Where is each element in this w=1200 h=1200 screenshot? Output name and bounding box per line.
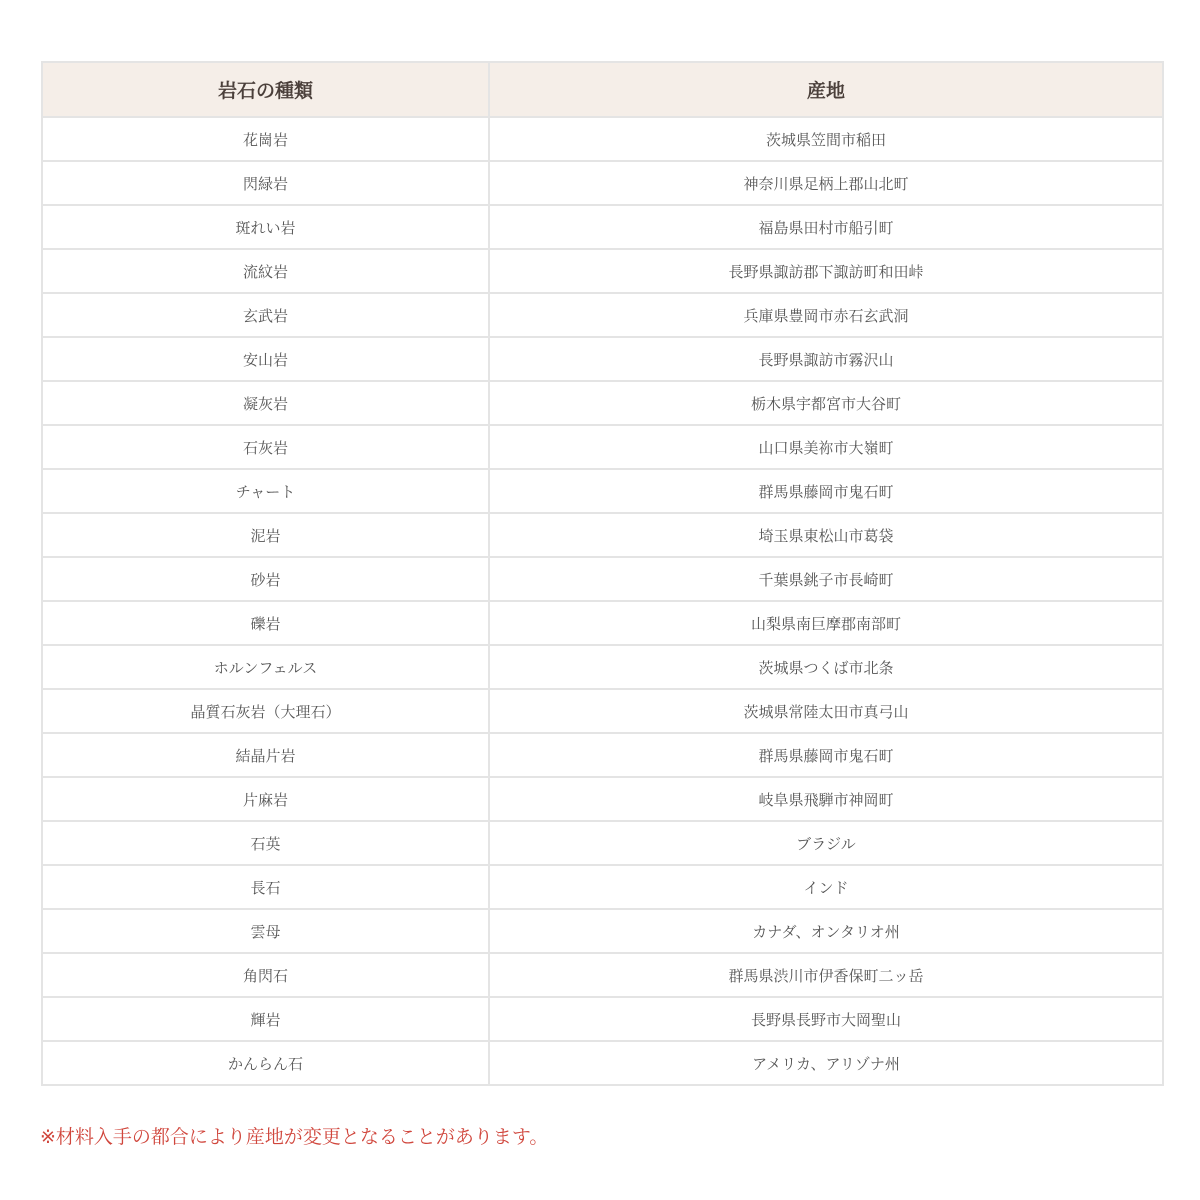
origin-cell: 兵庫県豊岡市赤石玄武洞 xyxy=(489,293,1163,337)
header-rock-type: 岩石の種類 xyxy=(42,62,489,117)
table-row xyxy=(42,645,1163,689)
origin-cell: 千葉県銚子市長崎町 xyxy=(489,557,1163,601)
rock-type-cell: 玄武岩 xyxy=(42,293,489,337)
table-row xyxy=(42,953,1163,997)
rock-type-cell: 石英 xyxy=(42,821,489,865)
rock-type-cell: チャート xyxy=(42,469,489,513)
origin-cell: 群馬県藤岡市鬼石町 xyxy=(489,733,1163,777)
table-row xyxy=(42,425,1163,469)
rock-type-cell: 流紋岩 xyxy=(42,249,489,293)
table-row xyxy=(42,205,1163,249)
origin-cell: 栃木県宇都宮市大谷町 xyxy=(489,381,1163,425)
origin-cell: カナダ、オンタリオ州 xyxy=(489,909,1163,953)
origin-cell: 茨城県つくば市北条 xyxy=(489,645,1163,689)
table-header-row xyxy=(42,62,1163,117)
origin-cell: 山梨県南巨摩郡南部町 xyxy=(489,601,1163,645)
table-row xyxy=(42,293,1163,337)
rock-type-cell: 角閃石 xyxy=(42,953,489,997)
table-row xyxy=(42,777,1163,821)
rock-type-cell: かんらん石 xyxy=(42,1041,489,1085)
table-row xyxy=(42,161,1163,205)
table-row xyxy=(42,689,1163,733)
rock-type-cell: 結晶片岩 xyxy=(42,733,489,777)
rock-type-cell: 凝灰岩 xyxy=(42,381,489,425)
rock-type-cell: 斑れい岩 xyxy=(42,205,489,249)
rock-type-cell: 輝岩 xyxy=(42,997,489,1041)
origin-cell: ブラジル xyxy=(489,821,1163,865)
origin-cell: 長野県諏訪郡下諏訪町和田峠 xyxy=(489,249,1163,293)
origin-cell: 群馬県渋川市伊香保町二ッ岳 xyxy=(489,953,1163,997)
rock-type-cell: 砂岩 xyxy=(42,557,489,601)
table-body xyxy=(42,117,1163,1085)
table-row xyxy=(42,337,1163,381)
origin-cell: アメリカ、アリゾナ州 xyxy=(489,1041,1163,1085)
origin-cell: 長野県諏訪市霧沢山 xyxy=(489,337,1163,381)
origin-cell: 茨城県笠間市稲田 xyxy=(489,117,1163,161)
rock-type-cell: 石灰岩 xyxy=(42,425,489,469)
rock-origin-table xyxy=(41,61,1164,1086)
origin-cell: 山口県美祢市大嶺町 xyxy=(489,425,1163,469)
origin-cell: 長野県長野市大岡聖山 xyxy=(489,997,1163,1041)
rock-type-cell: 晶質石灰岩（大理石） xyxy=(42,689,489,733)
origin-cell: 神奈川県足柄上郡山北町 xyxy=(489,161,1163,205)
rock-origin-table-container xyxy=(41,61,1162,1086)
rock-type-cell: 花崗岩 xyxy=(42,117,489,161)
table-row xyxy=(42,821,1163,865)
origin-cell: 群馬県藤岡市鬼石町 xyxy=(489,469,1163,513)
origin-cell: 岐阜県飛騨市神岡町 xyxy=(489,777,1163,821)
origin-cell: インド xyxy=(489,865,1163,909)
table-row xyxy=(42,249,1163,293)
origin-change-note: ※材料入手の都合により産地が変更となることがあります。 xyxy=(40,1126,549,1148)
table-row xyxy=(42,381,1163,425)
table-row xyxy=(42,1041,1163,1085)
table-row xyxy=(42,513,1163,557)
table-row xyxy=(42,601,1163,645)
rock-type-cell: 雲母 xyxy=(42,909,489,953)
header-origin: 産地 xyxy=(489,62,1163,117)
table-row xyxy=(42,733,1163,777)
rock-type-cell: ホルンフェルス xyxy=(42,645,489,689)
table-row xyxy=(42,469,1163,513)
table-row xyxy=(42,909,1163,953)
rock-type-cell: 閃緑岩 xyxy=(42,161,489,205)
origin-cell: 福島県田村市船引町 xyxy=(489,205,1163,249)
rock-type-cell: 泥岩 xyxy=(42,513,489,557)
rock-type-cell: 安山岩 xyxy=(42,337,489,381)
table-row xyxy=(42,117,1163,161)
rock-type-cell: 長石 xyxy=(42,865,489,909)
origin-cell: 埼玉県東松山市葛袋 xyxy=(489,513,1163,557)
rock-type-cell: 片麻岩 xyxy=(42,777,489,821)
table-row xyxy=(42,997,1163,1041)
rock-type-cell: 礫岩 xyxy=(42,601,489,645)
table-row xyxy=(42,557,1163,601)
table-row xyxy=(42,865,1163,909)
origin-cell: 茨城県常陸太田市真弓山 xyxy=(489,689,1163,733)
